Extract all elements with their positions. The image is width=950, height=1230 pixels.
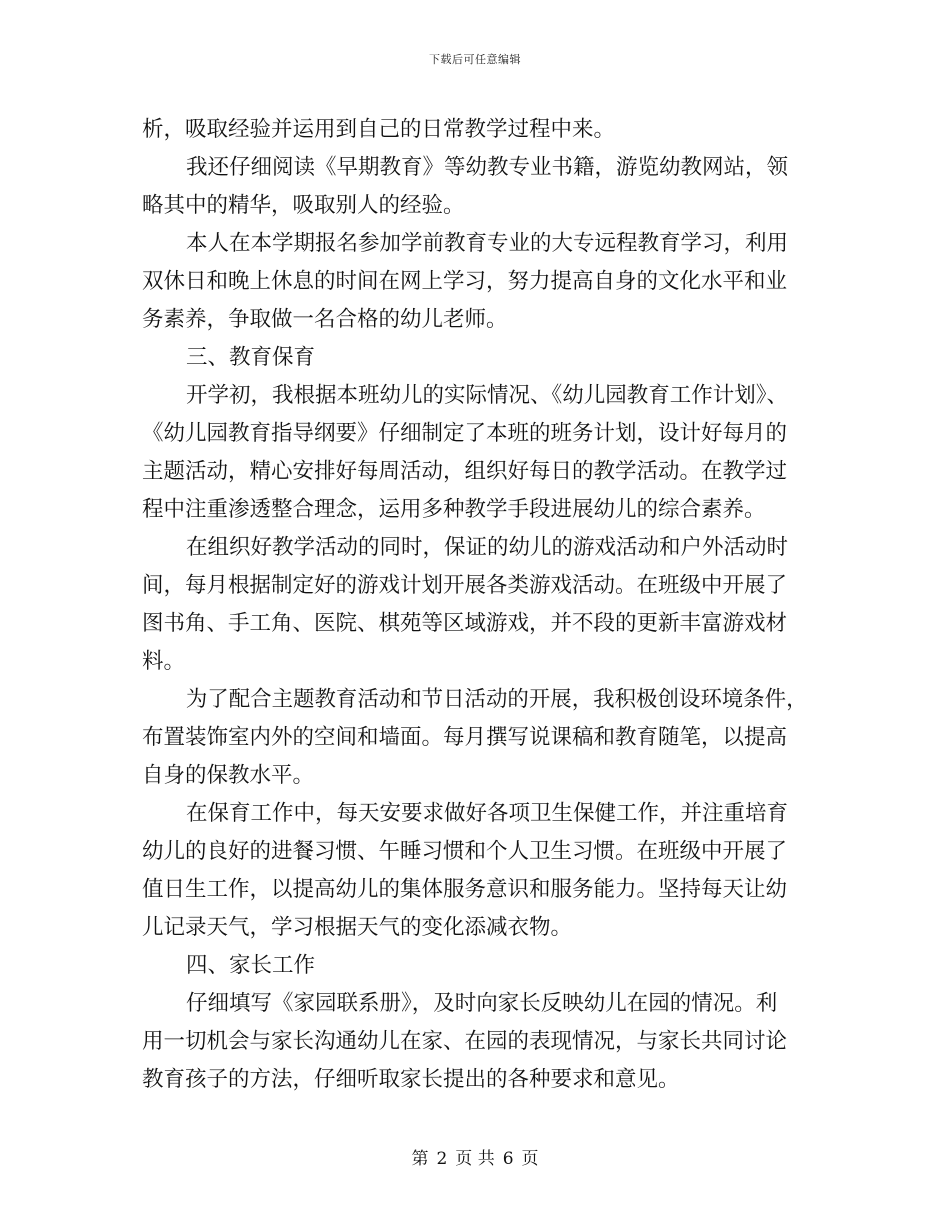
text-line: 用一切机会与家长沟通幼儿在家、在园的表现情况，与家长共同讨论 <box>142 1029 788 1054</box>
text-line: 间，每月根据制定好的游戏计划开展各类游戏活动。在班级中开展了 <box>142 573 788 598</box>
text-line: 在组织好教学活动的同时，保证的幼儿的游戏活动和户外活动时 <box>186 535 789 560</box>
text-line: 双休日和晚上休息的时间在网上学习，努力提高自身的文化水平和业 <box>142 269 788 294</box>
section-heading: 三、教育保育 <box>186 345 316 370</box>
page-suffix: 页 <box>521 1149 539 1169</box>
text-line: 料。 <box>142 649 186 674</box>
text-line: 图书角、手工角、医院、棋苑等区域游戏，并不段的更新丰富游戏材 <box>142 611 788 636</box>
page-total: 6 <box>502 1149 514 1169</box>
text-line: 《幼儿园教育指导纲要》仔细制定了本班的班务计划，设计好每月的 <box>142 421 788 446</box>
text-line: 仔细填写《家园联系册》，及时向家长反映幼儿在园的情况。利 <box>186 991 778 1016</box>
text-line: 程中注重渗透整合理念，运用多种教学手段进展幼儿的综合素养。 <box>142 497 766 522</box>
text-line: 略其中的精华，吸取别人的经验。 <box>142 193 465 218</box>
text-line: 儿记录天气，学习根据天气的变化添减衣物。 <box>142 915 573 940</box>
text-line: 幼儿的良好的进餐习惯、午睡习惯和个人卫生习惯。在班级中开展了 <box>142 839 788 864</box>
text-line: 我还仔细阅读《早期教育》等幼教专业书籍，游览幼教网站，领 <box>186 155 789 180</box>
page-footer <box>0 1148 950 1170</box>
text-line: 在保育工作中，每天安要求做好各项卫生保健工作，并注重培育 <box>186 801 789 826</box>
page-middle: 页 共 <box>455 1149 495 1169</box>
page-prefix: 第 <box>411 1149 429 1169</box>
text-line: 本人在本学期报名参加学前教育专业的大专远程教育学习，利用 <box>186 231 789 256</box>
page-number: 2 <box>436 1149 448 1169</box>
section-heading: 四、家长工作 <box>186 953 316 978</box>
text-line: 务素养，争取做一名合格的幼儿老师。 <box>142 307 508 332</box>
text-line: 主题活动，精心安排好每周活动，组织好每日的教学活动。在教学过 <box>142 459 788 484</box>
text-line: 析，吸取经验并运用到自己的日常教学过程中来。 <box>142 117 616 142</box>
text-line: 值日生工作，以提高幼儿的集体服务意识和服务能力。坚持每天让幼 <box>142 877 788 902</box>
text-line: 为了配合主题教育活动和节日活动的开展，我积极创设环境条件， <box>185 687 808 712</box>
page-header: 下载后可任意编辑 <box>429 53 521 66</box>
text-line: 自身的保教水平。 <box>142 763 315 788</box>
text-line: 开学初，我根据本班幼儿的实际情况、《幼儿园教育工作计划》、 <box>186 383 789 408</box>
text-line: 教育孩子的方法，仔细听取家长提出的各种要求和意见。 <box>142 1067 680 1092</box>
text-line: 布置装饰室内外的空间和墙面。每月撰写说课稿和教育随笔，以提高 <box>142 725 788 750</box>
